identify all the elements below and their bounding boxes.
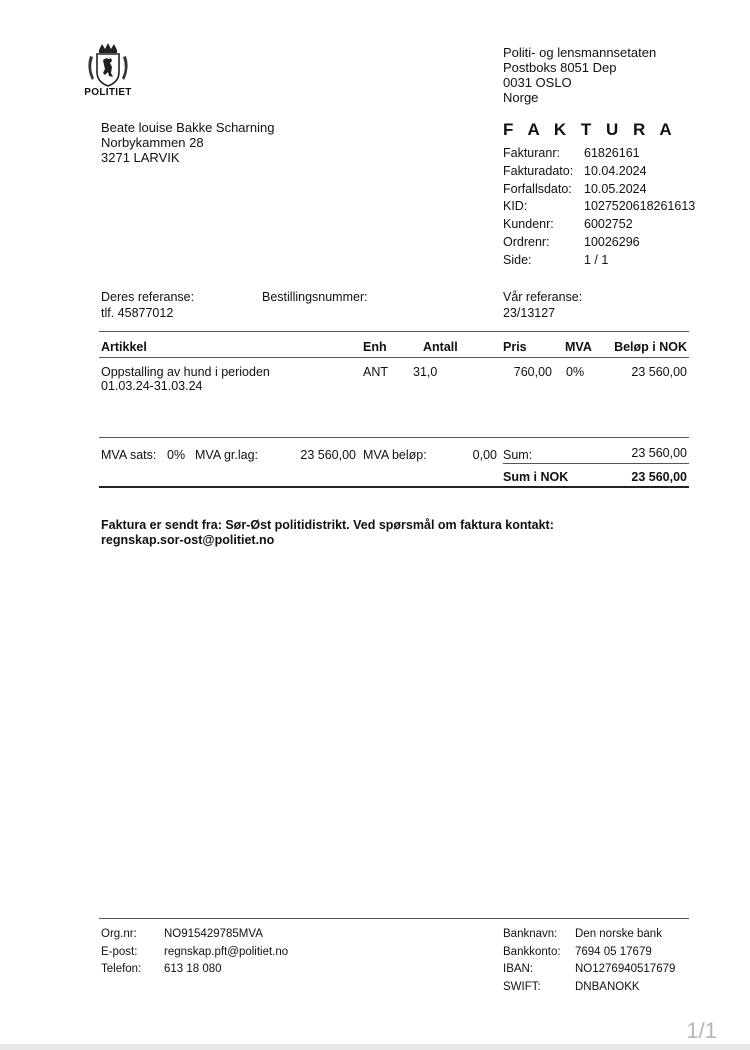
sum-value: 23 560,00 [631,446,687,460]
meta-value: 10026296 [584,234,640,249]
meta-value: 6002752 [584,217,633,232]
meta-row [503,253,695,271]
col-header-enh: Enh [363,340,387,354]
table-row-enh: ANT [363,365,388,379]
sender-line: Norge [503,90,539,105]
meta-label: Kundenr: [503,217,554,232]
footer-value: 613 18 080 [164,963,222,975]
sender-line: Politi- og lensmannsetaten [503,45,657,60]
footer-label: IBAN: [503,963,534,975]
meta-row [503,217,695,235]
sender-line: 0031 OSLO [503,75,572,90]
deres-referanse-value: tlf. 45877012 [101,306,174,320]
mva-belop-label: MVA beløp: [363,448,427,462]
footer-label: Bankkonto: [503,946,561,958]
bestillingsnummer-label: Bestillingsnummer: [262,290,368,304]
meta-label: Forfallsdato: [503,181,572,196]
sum-nok-label: Sum i NOK [503,470,569,484]
mva-grlag-label: MVA gr.lag: [195,448,258,462]
footer-label: Telefon: [101,963,142,975]
footer-label: E-post: [101,946,138,958]
artikkel-line: 01.03.24-31.03.24 [101,379,203,393]
mva-grlag-value: 23 560,00 [300,448,356,462]
divider [99,437,689,438]
footer-value: NO915429785MVA [164,928,263,940]
divider [99,357,689,358]
meta-label: Fakturanr: [503,146,560,160]
col-header-pris: Pris [503,340,527,354]
col-header-artikkel: Artikkel [101,340,147,354]
page-indicator: 1/1 [686,1018,717,1043]
viewer-bottom-bar [0,1044,750,1050]
meta-row [503,199,695,217]
invoice-title: F A K T U R A [503,120,677,139]
table-row-mva: 0% [566,365,585,379]
deres-referanse-label: Deres referanse: [101,290,195,304]
meta-value: 1027520618261613 [584,199,696,214]
footer-email[interactable]: regnskap.pft@politiet.no [164,946,289,958]
contact-note [101,518,661,548]
table-row-antall: 31,0 [413,365,438,379]
table-row-pris: 760,00 [513,365,552,379]
recipient-line: Norbykammen 28 [101,135,204,150]
meta-value: 10.05.2024 [584,181,647,196]
table-row-artikkel [101,365,270,393]
footer-value: NO1276940517679 [575,963,676,975]
recipient-line: Beate louise Bakke Scharning [101,120,275,135]
meta-value: 61826161 [584,146,640,160]
var-referanse-label: Vår referanse: [503,290,583,304]
col-header-belop: Beløp i NOK [614,340,687,354]
col-header-mva: MVA [565,340,592,354]
meta-label: Ordrenr: [503,234,550,249]
meta-row [503,182,695,200]
contact-note-line: Faktura er sendt fra: Sør-Øst politidistrikt. Ved spørsmål om faktura kontakt: [101,518,554,532]
var-referanse-value: 23/13127 [503,306,556,320]
meta-label: Side: [503,252,532,267]
sum-label: Sum: [503,448,533,462]
meta-value: 10.04.2024 [584,163,647,178]
footer-label: Org.nr: [101,928,137,940]
footer-value: DNBANOKK [575,981,640,993]
artikkel-line: Oppstalling av hund i perioden [101,365,270,379]
divider [99,331,689,332]
meta-label: Fakturadato: [503,163,574,178]
meta-label: KID: [503,199,528,214]
sender-line: Postboks 8051 Dep [503,60,617,75]
sender-address [503,45,656,105]
footer-label: SWIFT: [503,981,541,993]
logo-text: POLITIET [84,87,132,98]
recipient-line: 3271 LARVIK [101,150,180,165]
col-header-antall: Antall [423,340,458,354]
mva-belop-value: 0,00 [472,448,497,462]
meta-row [503,235,695,253]
mva-sats-value: 0% [167,448,186,462]
footer-label: Banknavn: [503,928,558,940]
footer-value: 7694 05 17679 [575,946,652,958]
invoice-meta [503,146,695,271]
divider [99,918,689,919]
divider [99,486,689,488]
meta-row [503,164,695,182]
table-row-belop: 23 560,00 [631,365,687,379]
contact-email[interactable]: regnskap.sor-ost@politiet.no [101,533,275,547]
divider [503,463,689,464]
sum-nok-value: 23 560,00 [631,470,687,484]
meta-row [503,146,695,164]
footer-value: Den norske bank [575,928,662,940]
mva-sats-label: MVA sats: [101,448,157,462]
meta-value: 1 / 1 [584,252,609,267]
recipient-address [101,120,274,165]
